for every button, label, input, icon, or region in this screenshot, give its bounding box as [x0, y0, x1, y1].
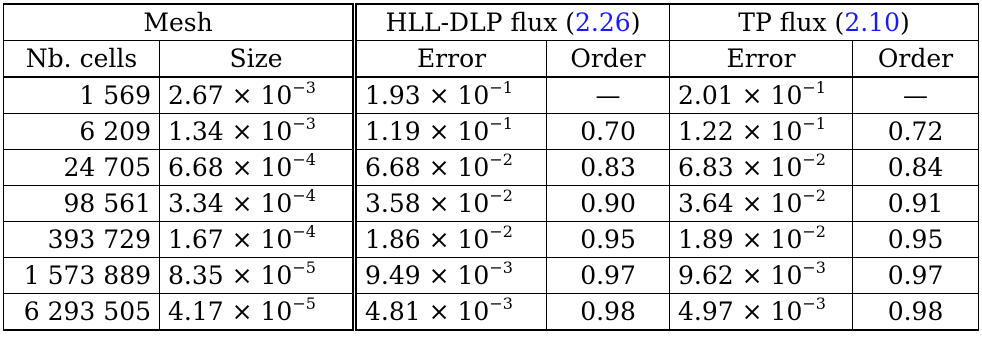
cell-tp-error: $2.01 \times 10^{-1}$: [670, 77, 853, 114]
header-tp-label: TP flux (: [738, 8, 845, 37]
cell-tp-error: $9.62 \times 10^{-3}$: [670, 258, 853, 294]
cell-nb-cells: 6 209: [4, 114, 160, 150]
column-header-error: Error: [355, 41, 547, 78]
column-header-order: Order: [853, 41, 979, 78]
header-tp-flux: [670, 4, 979, 41]
table-row: [4, 150, 979, 186]
table-row: [4, 186, 979, 222]
cell-hll-error: $4.81 \times 10^{-3}$: [355, 294, 547, 331]
header-row-columns: [4, 41, 979, 78]
cell-tp-error: $1.89 \times 10^{-2}$: [670, 222, 853, 258]
header-mesh: [4, 4, 355, 41]
cell-size: $3.34 \times 10^{-4}$: [160, 186, 355, 222]
equation-ref-link[interactable]: 2.26: [575, 8, 631, 37]
cell-nb-cells: 393 729: [4, 222, 160, 258]
header-tp-close: ): [900, 8, 910, 37]
column-header-nb-cells: Nb. cells: [4, 41, 160, 78]
cell-nb-cells: 24 705: [4, 150, 160, 186]
cell-size: $1.34 \times 10^{-3}$: [160, 114, 355, 150]
cell-tp-order: 0.72: [853, 114, 979, 150]
cell-size: $1.67 \times 10^{-4}$: [160, 222, 355, 258]
cell-hll-order: 0.98: [547, 294, 670, 331]
cell-hll-order: 0.90: [547, 186, 670, 222]
table-row: [4, 222, 979, 258]
table-body: [4, 77, 979, 330]
cell-nb-cells: 6 293 505: [4, 294, 160, 331]
cell-tp-order: —: [853, 77, 979, 114]
table-row: [4, 77, 979, 114]
cell-hll-error: $3.58 \times 10^{-2}$: [355, 186, 547, 222]
convergence-table: [3, 3, 979, 331]
header-mesh-label: Mesh: [143, 8, 213, 37]
table-row: [4, 294, 979, 331]
cell-size: $4.17 \times 10^{-5}$: [160, 294, 355, 331]
cell-tp-error: $6.83 \times 10^{-2}$: [670, 150, 853, 186]
cell-nb-cells: 1 569: [4, 77, 160, 114]
cell-nb-cells: 98 561: [4, 186, 160, 222]
cell-hll-error: $1.86 \times 10^{-2}$: [355, 222, 547, 258]
cell-hll-error: $9.49 \times 10^{-3}$: [355, 258, 547, 294]
cell-hll-order: 0.83: [547, 150, 670, 186]
column-header-order: Order: [547, 41, 670, 78]
cell-tp-error: $1.22 \times 10^{-1}$: [670, 114, 853, 150]
cell-hll-error: $1.93 \times 10^{-1}$: [355, 77, 547, 114]
column-header-error: Error: [670, 41, 853, 78]
cell-size: $8.35 \times 10^{-5}$: [160, 258, 355, 294]
cell-hll-order: 0.97: [547, 258, 670, 294]
table-row: [4, 114, 979, 150]
cell-tp-order: 0.98: [853, 294, 979, 331]
cell-nb-cells: 1 573 889: [4, 258, 160, 294]
cell-size: $2.67 \times 10^{-3}$: [160, 77, 355, 114]
header-row-groups: [4, 4, 979, 41]
header-hll-label: HLL-DLP flux (: [385, 8, 576, 37]
cell-tp-order: 0.97: [853, 258, 979, 294]
cell-hll-error: $6.68 \times 10^{-2}$: [355, 150, 547, 186]
cell-hll-order: —: [547, 77, 670, 114]
cell-hll-order: 0.70: [547, 114, 670, 150]
cell-hll-order: 0.95: [547, 222, 670, 258]
cell-tp-order: 0.91: [853, 186, 979, 222]
cell-tp-error: $4.97 \times 10^{-3}$: [670, 294, 853, 331]
cell-size: $6.68 \times 10^{-4}$: [160, 150, 355, 186]
cell-hll-error: $1.19 \times 10^{-1}$: [355, 114, 547, 150]
cell-tp-order: 0.84: [853, 150, 979, 186]
cell-tp-error: $3.64 \times 10^{-2}$: [670, 186, 853, 222]
table-row: [4, 258, 979, 294]
header-hll-close: ): [630, 8, 641, 37]
cell-tp-order: 0.95: [853, 222, 979, 258]
column-header-size: Size: [160, 41, 355, 78]
equation-ref-link[interactable]: 2.10: [844, 8, 900, 37]
header-hll-dlp-flux: [355, 4, 670, 41]
